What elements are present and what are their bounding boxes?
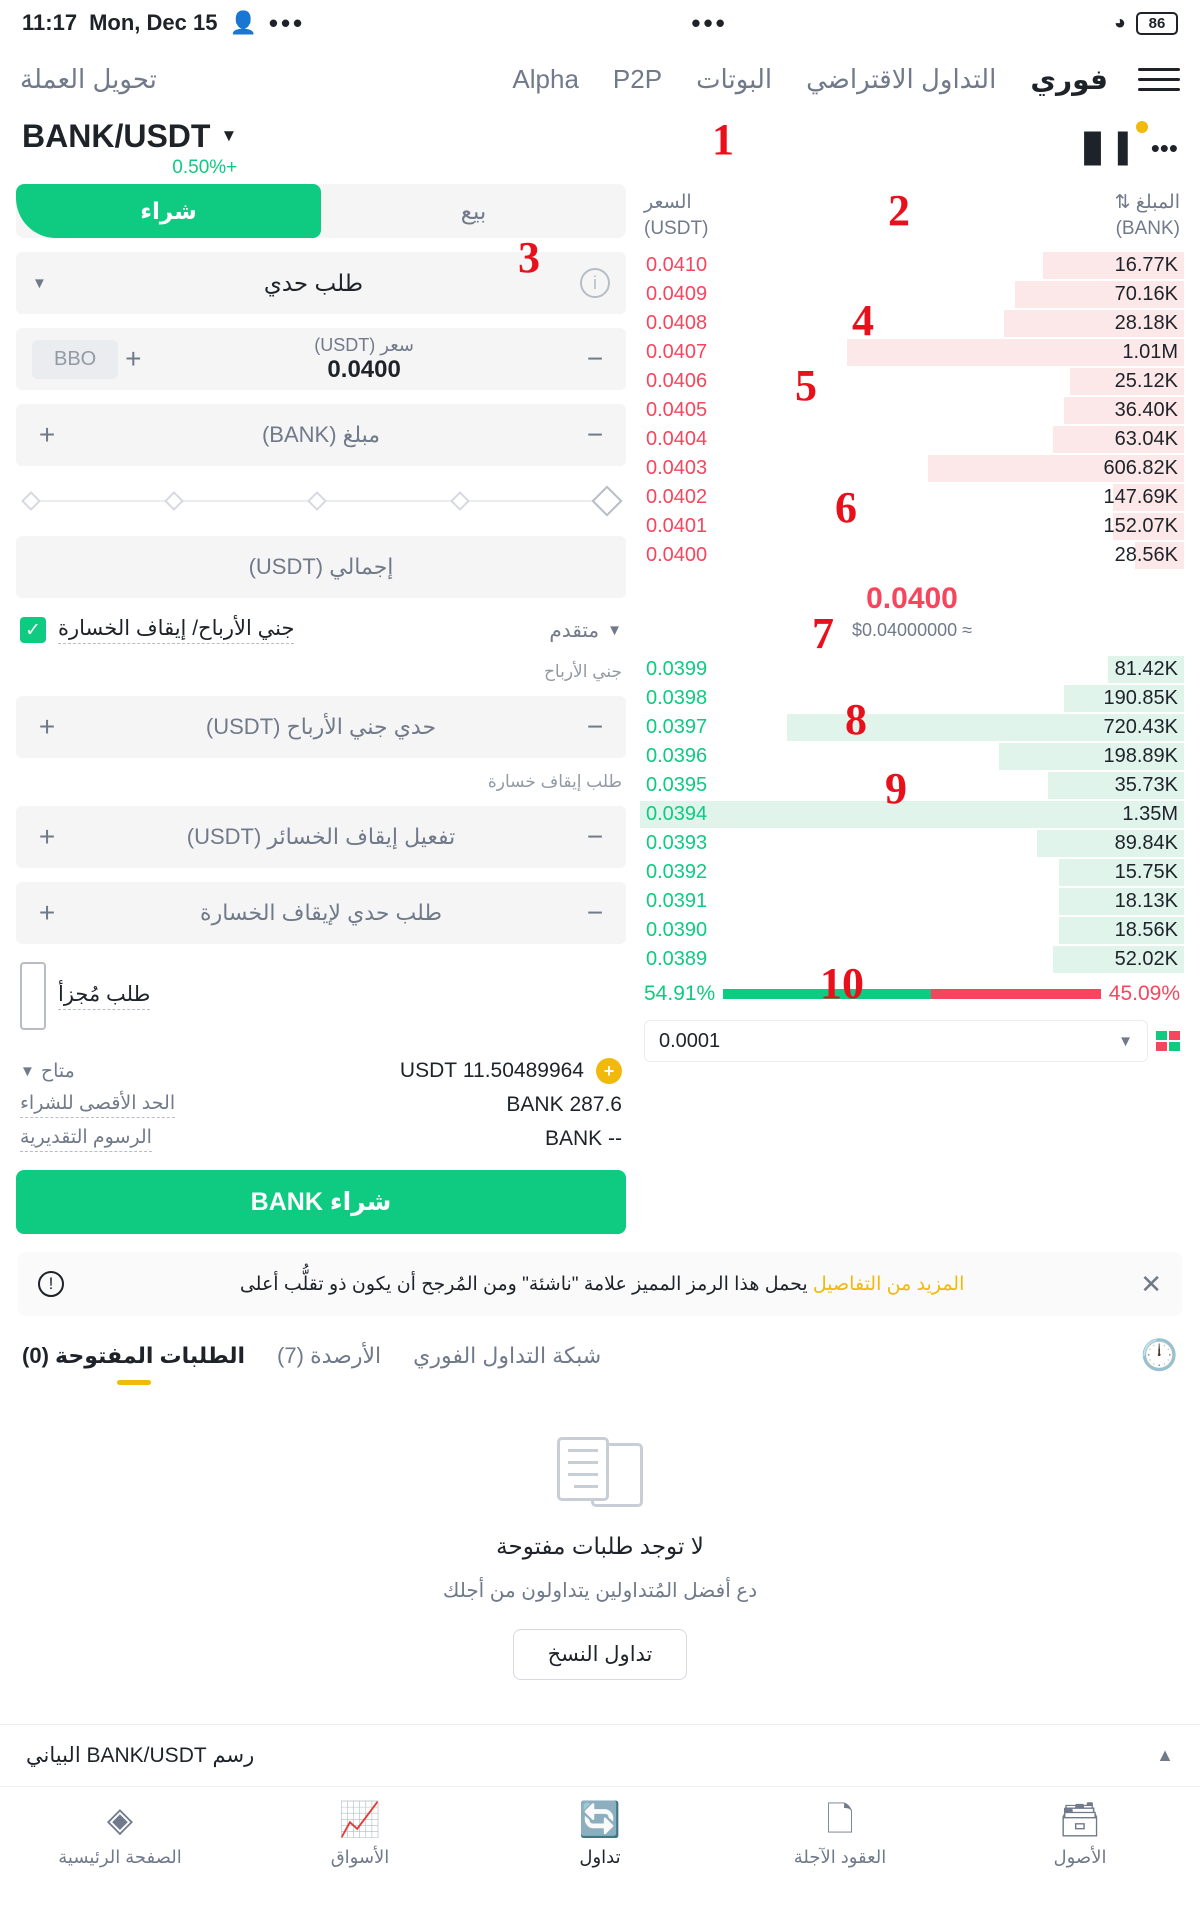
step-marker-9: 9: [885, 764, 907, 813]
order-book-price: 0.0408: [646, 312, 708, 335]
token-notice-banner: [18, 1252, 1182, 1316]
status-time: 11:17: [22, 10, 78, 35]
order-book-price: 0.0399: [646, 658, 708, 681]
order-book-price: 0.0394: [646, 803, 708, 826]
order-book-price: 0.0393: [646, 832, 708, 855]
order-book-price: 0.0396: [646, 745, 708, 768]
tab-grid-trading[interactable]: شبكة التداول الفوري: [413, 1342, 602, 1368]
pair-header: [0, 112, 1200, 184]
pair-selector[interactable]: [22, 118, 237, 155]
order-type-label: طلب حدي: [263, 269, 364, 296]
status-bar-center: [305, 8, 1114, 38]
order-book-row[interactable]: [640, 425, 1184, 454]
order-book-amount: 28.56K: [1114, 544, 1178, 567]
main-content: [0, 184, 1200, 1234]
order-book-amount: 1.35M: [1122, 803, 1178, 826]
slider-node-50[interactable]: [307, 491, 327, 511]
max-buy-value: 287.6 BANK: [506, 1093, 622, 1116]
order-book-price: 0.0404: [646, 428, 708, 451]
partial-order-toggle[interactable]: [20, 962, 150, 1030]
order-book-amount: 52.02K: [1114, 948, 1178, 971]
order-book-price: 0.0406: [646, 370, 708, 393]
order-book-amount: 147.69K: [1103, 486, 1178, 509]
order-book-amount: 1.01M: [1122, 341, 1178, 364]
step-marker-6: 6: [835, 483, 857, 532]
order-book-asks: [640, 251, 1184, 570]
order-book-amount: 81.42K: [1114, 658, 1178, 681]
step-marker-5: 5: [795, 361, 817, 410]
order-book-amount: 25.12K: [1114, 370, 1178, 393]
order-book-row[interactable]: [640, 280, 1184, 309]
ratio-bar-sell: [931, 989, 1101, 999]
notice-text: [64, 1273, 1140, 1296]
depth-grid-icon[interactable]: [1156, 1031, 1180, 1051]
slider-nodes: [24, 490, 618, 512]
order-book-row[interactable]: [640, 742, 1184, 771]
chevron-up-icon[interactable]: ▲: [1156, 1745, 1174, 1765]
order-book-amount: 89.84K: [1114, 832, 1178, 855]
max-buy-row: [20, 1088, 622, 1122]
ratio-buy: 54.91%: [644, 982, 716, 1006]
copy-trading-button[interactable]: تداول النسخ: [513, 1629, 688, 1680]
order-book-amount: 28.18K: [1114, 312, 1178, 335]
slider-node-25[interactable]: [164, 491, 184, 511]
coin-icon: +: [596, 1058, 622, 1084]
order-book-row[interactable]: [640, 771, 1184, 800]
stop-loss-trigger-decrement-button[interactable]: −: [586, 821, 604, 852]
order-book-price: 0.0391: [646, 890, 708, 913]
stop-loss-limit-field[interactable]: [16, 882, 626, 944]
step-marker-4: 4: [852, 296, 874, 345]
notification-dot: [1136, 121, 1148, 133]
bottom-nav: [0, 1786, 1200, 1920]
orders-tab-list: [22, 1343, 601, 1369]
total-field[interactable]: [16, 536, 626, 598]
order-book-bids: [640, 655, 1184, 974]
fees-value: -- BANK: [544, 1127, 622, 1150]
markets-trend-icon: 📈: [338, 1801, 382, 1839]
order-book-row[interactable]: [640, 309, 1184, 338]
order-book-amount: 198.89K: [1103, 745, 1178, 768]
order-book-row[interactable]: [640, 829, 1184, 858]
order-book-row[interactable]: [640, 800, 1184, 829]
bottom-nav-label: العقود الآجلة: [793, 1847, 887, 1867]
tab-sell[interactable]: بيع: [460, 197, 487, 224]
order-book-price: 0.0402: [646, 486, 708, 509]
available-balance-label-wrap[interactable]: [20, 1060, 75, 1083]
available-balance-value-wrap: [400, 1058, 622, 1084]
take-profit-decrement-button[interactable]: −: [586, 711, 604, 742]
submit-buy-button[interactable]: شراء BANK: [16, 1170, 626, 1234]
top-nav: [0, 46, 1200, 112]
amount-decrement-button[interactable]: −: [586, 419, 604, 450]
status-bar-left: [22, 10, 305, 36]
tab-buy[interactable]: شراء: [16, 184, 321, 238]
available-balance-value: 11.50489964 USDT: [399, 1059, 584, 1082]
tab-convert[interactable]: تحويل العملة: [20, 63, 157, 94]
order-book-price: 0.0401: [646, 515, 708, 538]
futures-icon: 🗋: [826, 1801, 854, 1839]
order-book-amount: 63.04K: [1114, 428, 1178, 451]
order-book-price: 0.0389: [646, 948, 708, 971]
order-book-row[interactable]: [640, 396, 1184, 425]
more-options-icon[interactable]: •••: [1151, 133, 1178, 164]
amount-input[interactable]: مبلغ (BANK): [261, 422, 381, 447]
order-book-price: 0.0398: [646, 687, 708, 710]
pair-header-actions: [1074, 132, 1178, 164]
order-book-amount: 18.56K: [1114, 919, 1178, 942]
chevron-down-icon[interactable]: ▼: [607, 621, 622, 639]
order-book-footer: [640, 1010, 1184, 1072]
trade-swap-icon: 🔄: [578, 1801, 622, 1839]
tab-p2p[interactable]: P2P: [612, 63, 663, 94]
price-input[interactable]: 0.0400: [327, 355, 401, 383]
order-book-row[interactable]: [640, 251, 1184, 280]
assets-icon: 🗃: [1058, 1801, 1102, 1839]
order-book-price: 0.0392: [646, 861, 708, 884]
tab-balances[interactable]: الأرصدة (7): [277, 1342, 382, 1368]
tpsl-toggle[interactable]: [20, 616, 294, 644]
order-book-row[interactable]: [640, 945, 1184, 974]
bottom-nav-futures[interactable]: [720, 1803, 960, 1868]
order-book-price: 0.0407: [646, 341, 708, 364]
fees-label: الرسوم التقديرية: [20, 1126, 152, 1152]
empty-state: [0, 1373, 1200, 1680]
wifi-icon: ◕: [1113, 11, 1126, 34]
bottom-nav-label: الصفحة الرئيسية: [58, 1847, 182, 1867]
tab-alpha[interactable]: Alpha: [512, 63, 579, 94]
amount-field[interactable]: [16, 404, 626, 466]
order-book-amount: 35.73K: [1114, 774, 1178, 797]
tick-size-selector[interactable]: [644, 1020, 1148, 1062]
order-book-amount: 15.75K: [1114, 861, 1178, 884]
stop-loss-trigger-increment-button[interactable]: +: [38, 821, 56, 852]
total-input[interactable]: إجمالي (USDT): [248, 554, 394, 579]
stop-loss-limit-increment-button[interactable]: +: [38, 897, 56, 928]
tpsl-label: جني الأرباح/ إيقاف الخسارة: [58, 616, 294, 644]
partial-order-row[interactable]: [16, 958, 626, 1034]
home-diamond-icon: ◈: [106, 1801, 134, 1839]
take-profit-increment-button[interactable]: +: [38, 711, 56, 742]
amount-increment-button[interactable]: +: [38, 419, 56, 450]
price-decrement-button[interactable]: −: [586, 343, 604, 374]
order-book-row[interactable]: [640, 541, 1184, 570]
bottom-nav-markets[interactable]: [240, 1803, 480, 1868]
tab-open-orders[interactable]: الطلبات المفتوحة (0): [22, 1342, 246, 1368]
take-profit-mini-label: جني الأرباح: [543, 662, 622, 681]
bottom-nav-label: الأصول: [1053, 1847, 1107, 1867]
order-book-row[interactable]: [640, 887, 1184, 916]
tab-spot[interactable]: فوري: [1030, 63, 1108, 95]
chart-bar-label: رسم BANK/USDT البياني: [26, 1744, 255, 1767]
order-book-row[interactable]: [640, 483, 1184, 512]
step-marker-1: 1: [712, 115, 734, 164]
slider-node-75[interactable]: [450, 491, 470, 511]
balance-section: [16, 1048, 626, 1156]
bottom-nav-trade[interactable]: [480, 1803, 720, 1868]
chevron-down-icon[interactable]: ▼: [32, 274, 47, 292]
order-book-amount: 720.43K: [1103, 716, 1178, 739]
step-marker-3: 3: [518, 233, 540, 282]
step-marker-7: 7: [812, 609, 834, 658]
pair-change: +0.50%: [172, 156, 238, 178]
candlestick-chart-icon[interactable]: ▐▌▐: [1074, 132, 1125, 163]
ratio-bar: [723, 989, 1101, 999]
stop-loss-trigger-field[interactable]: [16, 806, 626, 868]
order-book-amount: 606.82K: [1103, 457, 1178, 480]
chart-expand-bar[interactable]: [0, 1724, 1200, 1786]
chevron-down-icon[interactable]: ▼: [220, 126, 238, 145]
ratio-sell: 45.09%: [1108, 982, 1180, 1006]
bottom-nav-assets[interactable]: [960, 1803, 1200, 1868]
depth-bar: [640, 801, 1184, 828]
close-icon[interactable]: ✕: [1140, 1268, 1162, 1299]
order-history-icon[interactable]: 🕛: [1140, 1339, 1178, 1372]
order-book-row[interactable]: [640, 338, 1184, 367]
status-more-icon: •••: [268, 8, 306, 38]
order-book-amount: 190.85K: [1103, 687, 1178, 710]
status-bar: [0, 0, 1200, 46]
order-book-amount: 152.07K: [1103, 515, 1178, 538]
available-balance-row: [20, 1054, 622, 1088]
slider-handle[interactable]: [591, 485, 622, 516]
order-book-row[interactable]: [640, 713, 1184, 742]
battery-indicator: 86: [1136, 12, 1178, 35]
price-value-wrap: [148, 335, 580, 384]
order-book-row[interactable]: [640, 916, 1184, 945]
order-book-price: 0.0400: [646, 544, 708, 567]
person-icon: 👤: [229, 10, 257, 35]
order-book-price: 0.0390: [646, 919, 708, 942]
empty-document-icon: [557, 1437, 643, 1515]
bbo-button[interactable]: BBO: [32, 340, 118, 379]
orders-tabs: [0, 1316, 1200, 1373]
order-book-row[interactable]: [640, 512, 1184, 541]
tick-size-value: 0.0001: [659, 1029, 721, 1052]
chevron-down-icon[interactable]: ▼: [20, 1062, 35, 1080]
slider-node-0[interactable]: [21, 491, 41, 511]
price-field[interactable]: [16, 328, 626, 390]
advanced-label: متقدم: [549, 619, 600, 642]
partial-order-label: طلب مُجزأ: [58, 982, 150, 1010]
order-book-row[interactable]: [640, 367, 1184, 396]
order-book-amount: 36.40K: [1114, 399, 1178, 422]
top-nav-items: [187, 63, 1108, 96]
order-book-amount: 16.77K: [1114, 254, 1178, 277]
order-book-row[interactable]: [640, 858, 1184, 887]
order-book-price: 0.0403: [646, 457, 708, 480]
take-profit-input[interactable]: حدي جني الأرباح (USDT): [205, 714, 437, 739]
info-icon[interactable]: i: [580, 268, 610, 298]
last-price-usd: ≈ $0.04000000: [852, 620, 972, 641]
order-book-price: 0.0395: [646, 774, 708, 797]
order-book-price-header: السعر (USDT): [644, 192, 709, 239]
pair-name: BANK/USDT: [22, 117, 211, 154]
order-book-amount-header: المبلغ ⇅ (BANK): [1114, 192, 1180, 239]
price-increment-button[interactable]: +: [125, 343, 142, 374]
order-book-ratio: [640, 974, 1184, 1010]
bottom-nav-label: الأسواق: [330, 1847, 390, 1867]
status-bar-right: [1114, 12, 1178, 35]
step-marker-8: 8: [845, 695, 867, 744]
order-book-row[interactable]: [640, 684, 1184, 713]
stop-loss-limit-decrement-button[interactable]: −: [586, 897, 604, 928]
order-book-price: 0.0397: [646, 716, 708, 739]
order-book-price: 0.0405: [646, 399, 708, 422]
status-center-dots: •••: [691, 8, 728, 38]
amount-percent-slider[interactable]: [16, 480, 626, 522]
hamburger-icon[interactable]: [1138, 68, 1180, 91]
bottom-nav-label: تداول: [579, 1847, 621, 1867]
tab-bots[interactable]: البوتات: [696, 63, 773, 94]
max-buy-label: الحد الأقصى للشراء: [20, 1092, 175, 1118]
order-book-price: 0.0410: [646, 254, 708, 277]
order-book: [640, 184, 1184, 1234]
order-form: [16, 184, 626, 1234]
step-marker-2: 2: [888, 186, 910, 235]
price-label: سعر (USDT): [314, 334, 414, 355]
notice-link[interactable]: المزيد من التفاصيل: [812, 1273, 965, 1295]
buy-sell-toggle[interactable]: [16, 184, 626, 238]
fees-row: [20, 1122, 622, 1156]
order-book-price: 0.0409: [646, 283, 708, 306]
last-price: 0.0400: [866, 582, 958, 616]
status-date: Mon, Dec 15: [89, 10, 218, 35]
warning-icon: !: [38, 1271, 64, 1297]
advanced-row: [16, 612, 626, 648]
notice-body: يحمل هذا الرمز المميز علامة "ناشئة" ومن المُرجح أن يكون ذو تقلُّب أعلى: [239, 1273, 808, 1295]
take-profit-field[interactable]: [16, 696, 626, 758]
order-book-header: [640, 184, 1184, 251]
order-book-row[interactable]: [640, 655, 1184, 684]
stop-loss-limit-input[interactable]: طلب حدي لإيقاف الخسارة: [200, 900, 442, 925]
empty-subtitle: دع أفضل المُتداولين يتداولون من أجلك: [442, 1580, 758, 1602]
partial-order-checkbox[interactable]: [20, 962, 46, 1030]
step-marker-10: 10: [820, 959, 864, 1008]
chevron-down-icon[interactable]: ▼: [1118, 1032, 1133, 1050]
order-book-mid: [640, 570, 1184, 655]
stop-loss-mini-label: طلب إيقاف خسارة: [487, 772, 622, 791]
empty-title: لا توجد طلبات مفتوحة: [496, 1533, 704, 1559]
order-book-row[interactable]: [640, 454, 1184, 483]
pair-header-info[interactable]: [22, 118, 237, 179]
stop-loss-trigger-input[interactable]: تفعيل إيقاف الخسائر (USDT): [186, 824, 456, 849]
bottom-nav-home[interactable]: [0, 1803, 240, 1868]
advanced-toggle[interactable]: [549, 618, 622, 643]
available-balance-label: متاح: [40, 1060, 75, 1082]
order-book-amount: 18.13K: [1114, 890, 1178, 913]
order-book-amount: 70.16K: [1114, 283, 1178, 306]
tpsl-checkbox[interactable]: ✓: [20, 617, 46, 643]
tab-margin[interactable]: التداول الاقتراضي: [806, 63, 997, 94]
